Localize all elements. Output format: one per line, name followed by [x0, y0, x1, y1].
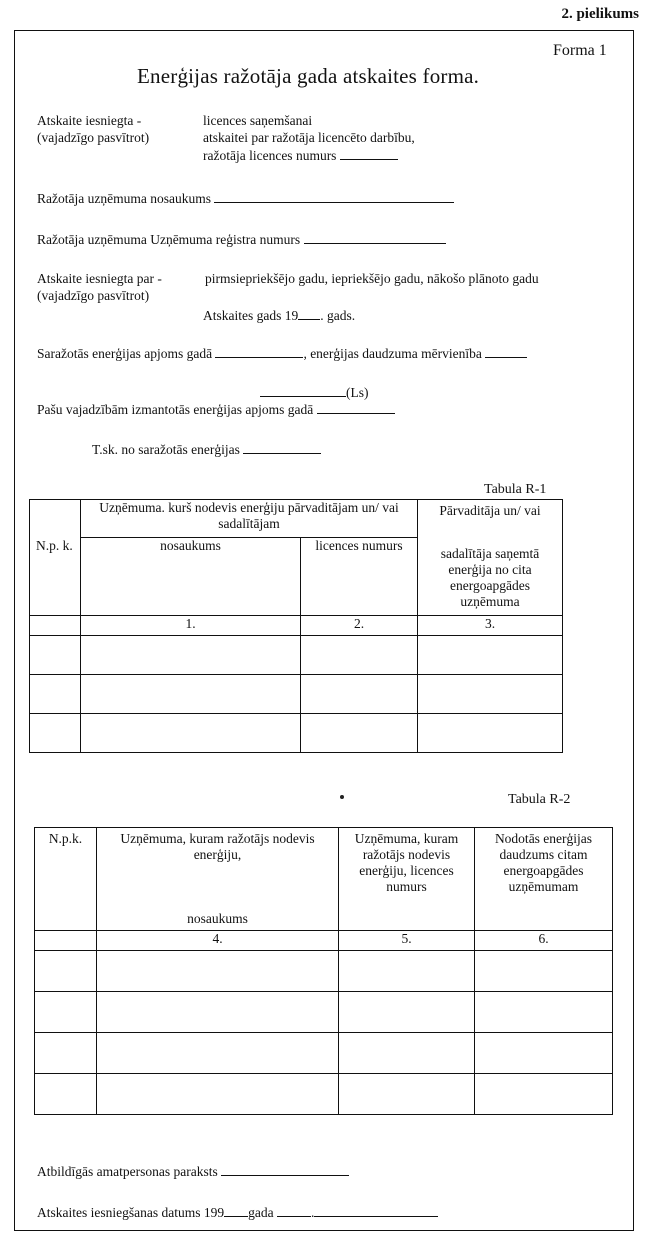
table-row [30, 675, 563, 714]
report-year-prefix: Atskaites gads 19 [203, 308, 299, 323]
table-row [35, 951, 613, 992]
unit-label: , enerģijas daudzuma mērvienība [303, 346, 482, 361]
r2-col2-header: Uzņēmuma, kuram ražotājs nodevis enerģiju, licences numurs [339, 828, 475, 931]
period-options[interactable]: pirmsiepriekšējo gadu, iepriekšējo gadu, nākošo plānoto gadu [205, 271, 539, 286]
date-dot: . [310, 1205, 315, 1220]
register-number-field[interactable] [37, 231, 446, 248]
table-r1-label: Tabula R-1 [484, 482, 547, 497]
signature-blank[interactable] [221, 1163, 349, 1176]
r1-group-header: Uzņēmuma. kurš nodevis enerģiju pārvaditājam un/ vai sadalītājam [81, 500, 418, 538]
table-row [30, 714, 563, 753]
r1-npk-header: N.p. k. [30, 538, 81, 616]
r2-col3-header: Nodotās enerģijas daudzums citam energoapgādes uzņēmumam [475, 828, 613, 931]
table-row [30, 636, 563, 675]
signature-field[interactable] [37, 1163, 349, 1180]
r2-num-4: 4. [97, 931, 339, 951]
r1-num-1: 1. [81, 616, 301, 636]
license-number-label: ražotāja licences numurs [203, 148, 337, 163]
company-name-label: Ražotāja uzņēmuma nosaukums [37, 191, 211, 206]
r2-num-5: 5. [339, 931, 475, 951]
ls-blank[interactable] [260, 384, 346, 397]
r2-col1-header [97, 828, 339, 931]
r2-num-blank [35, 931, 97, 951]
table-row [35, 1074, 613, 1115]
report-year-field[interactable] [203, 307, 355, 324]
date-month-blank[interactable] [314, 1204, 438, 1217]
r1-col2-header: licences numurs [301, 538, 418, 616]
register-number-label: Ražotāja uzņēmuma Uzņēmuma reģistra numurs [37, 232, 301, 247]
date-gada: gada [248, 1205, 274, 1220]
option-licensed-activity[interactable]: atskaitei par ražotāja licencēto darbību, [203, 130, 415, 145]
appendix-label: 2. pielikums [561, 6, 639, 22]
r2-col1-top: Uzņēmuma, kuram ražotājs nodevis enerģiju, [120, 831, 315, 862]
period-note: (vajadzīgo pasvītrot) [37, 288, 150, 303]
r1-npk-top [30, 500, 81, 538]
r1-col1-header: nosaukums [81, 538, 301, 616]
own-needs-field[interactable] [37, 401, 395, 418]
own-needs-label: Pašu vajadzībām izmantotās enerģijas apjoms gadā [37, 402, 314, 417]
period-label: Atskaite iesniegta par - [37, 271, 162, 286]
r1-col3-header: sadalītāja saņemtā enerģija no cita energoapgādes uzņēmuma [418, 538, 563, 616]
company-name-field[interactable] [37, 190, 454, 207]
incl-blank[interactable] [243, 441, 321, 454]
r1-col3-top: Pārvaditāja un/ vai [418, 500, 563, 538]
incl-field[interactable] [92, 441, 321, 458]
date-year-blank[interactable] [224, 1204, 248, 1217]
produced-energy-blank[interactable] [215, 345, 303, 358]
company-name-blank[interactable] [214, 190, 454, 203]
page-title: Enerģijas ražotāja gada atskaites forma. [137, 64, 480, 88]
report-year-blank[interactable] [298, 307, 320, 320]
unit-blank[interactable] [485, 345, 527, 358]
table-r2-label: Tabula R-2 [508, 792, 571, 807]
incl-label: T.sk. no saražotās enerģijas [92, 442, 240, 457]
license-number-blank[interactable] [340, 147, 398, 160]
signature-label: Atbildīgās amatpersonas paraksts [37, 1164, 218, 1179]
date-day-blank[interactable] [277, 1204, 311, 1217]
date-prefix: Atskaites iesniegšanas datums 199 [37, 1205, 225, 1220]
submitted-note: (vajadzīgo pasvītrot) [37, 130, 150, 145]
license-number-field[interactable] [203, 147, 398, 164]
ls-label: (Ls) [346, 385, 369, 400]
own-needs-blank[interactable] [317, 401, 395, 414]
table-r2 [34, 827, 613, 1115]
produced-energy-field[interactable] [37, 345, 527, 362]
date-field[interactable] [37, 1204, 438, 1221]
produced-energy-label: Saražotās enerģijas apjoms gadā [37, 346, 213, 361]
r1-num-2: 2. [301, 616, 418, 636]
r1-num-3: 3. [418, 616, 563, 636]
r2-col1-bottom: nosaukums [187, 911, 248, 926]
form-number: Forma 1 [553, 42, 607, 59]
r2-npk-header: N.p.k. [35, 828, 97, 931]
r2-num-6: 6. [475, 931, 613, 951]
table-row [35, 1033, 613, 1074]
table-r1 [29, 499, 563, 753]
r1-num-blank [30, 616, 81, 636]
stray-dot [340, 795, 344, 799]
register-number-blank[interactable] [304, 231, 446, 244]
table-row [35, 992, 613, 1033]
submitted-label: Atskaite iesniegta - [37, 113, 142, 128]
option-license-receipt[interactable]: licences saņemšanai [203, 113, 313, 128]
report-year-suffix: . gads. [320, 308, 356, 323]
ls-field[interactable] [260, 384, 369, 401]
